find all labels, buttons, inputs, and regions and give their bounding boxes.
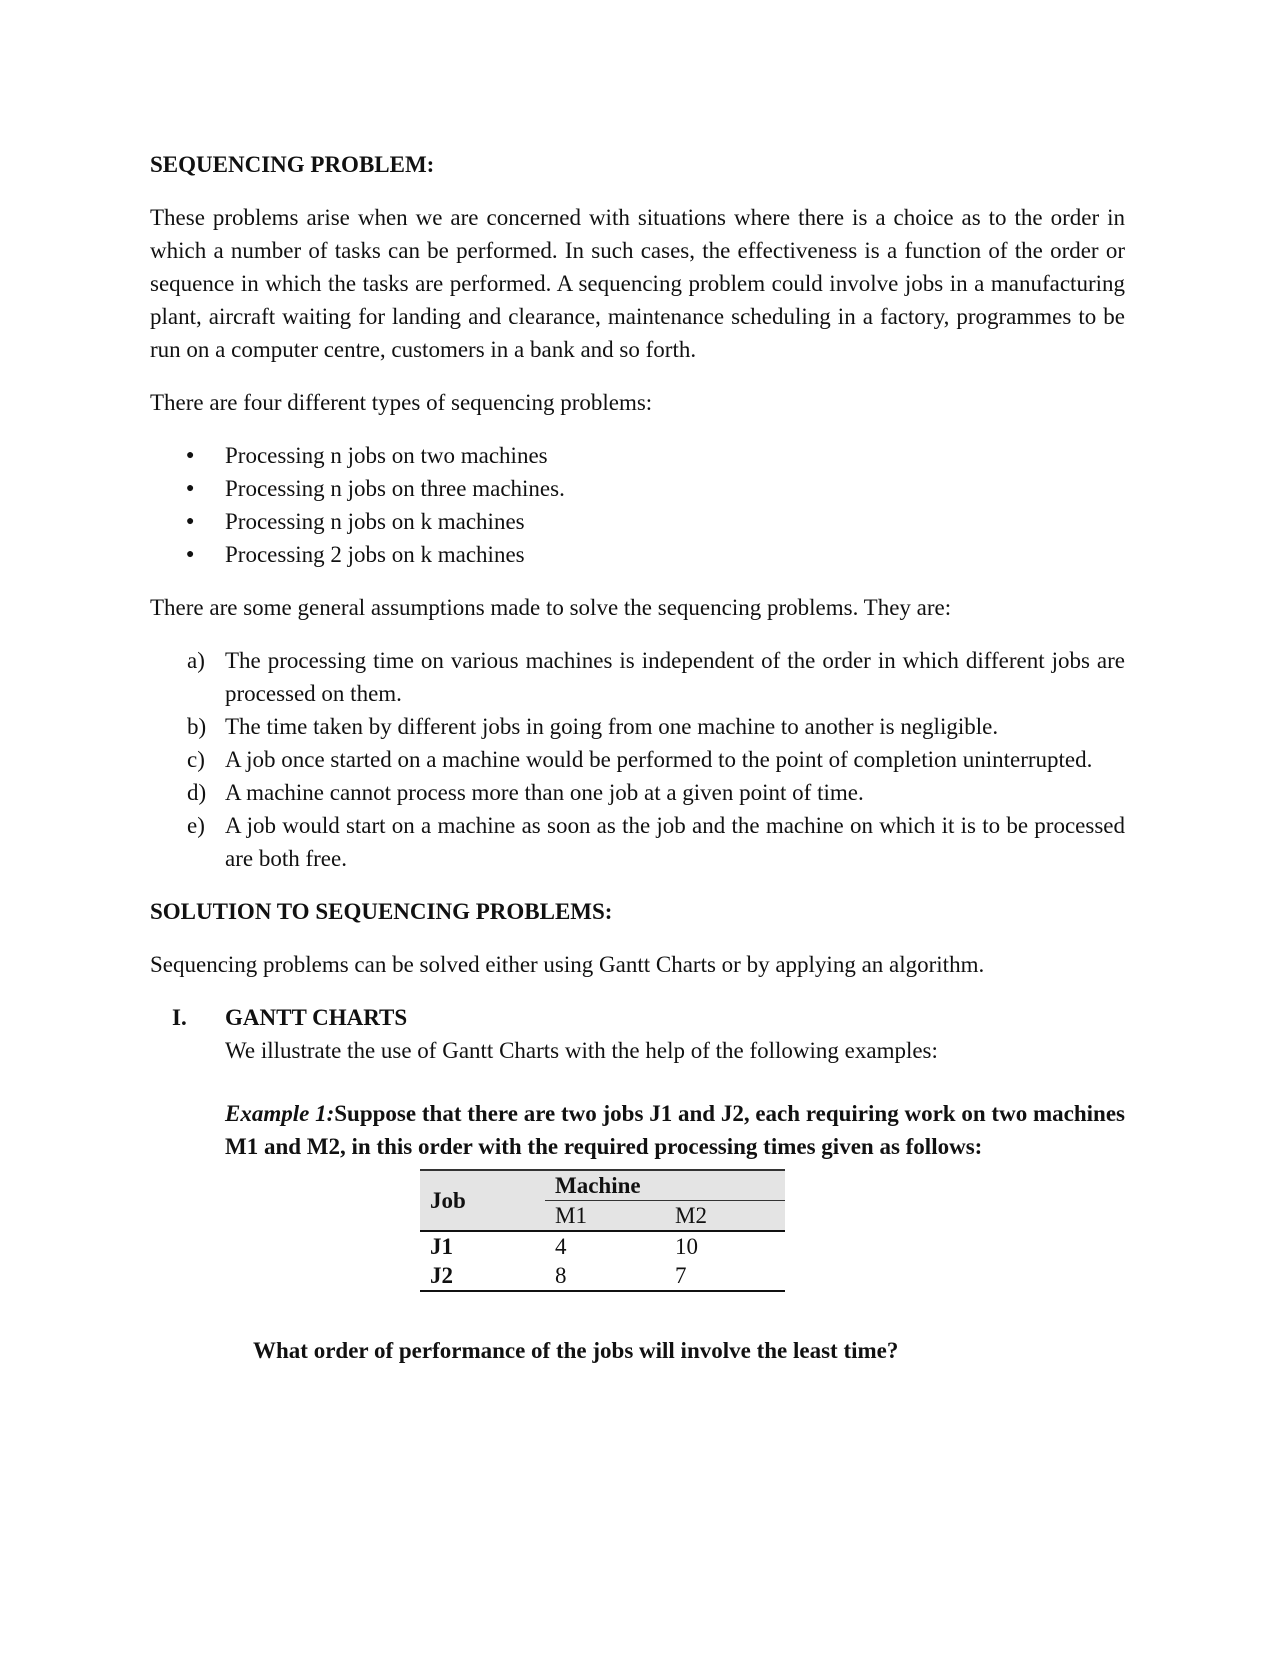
intro-paragraph: These problems arise when we are concerned with situations where there is a choice as to the order in which a number of tasks can be performed. In such cases, the effectiveness is a function of the order or sequence in which the tasks are performed. A sequencing problem could involve jobs in a manufacturing plant, aircraft waiting for landing and clearance, maintenance scheduling in a factory, programmes to be run on a computer centre, customers in a bank and so forth.: [150, 205, 1125, 362]
processing-times-table: [420, 1169, 785, 1292]
list-text: A job would start on a machine as soon as the job and the machine on which it is to be processed are both free.: [225, 813, 1125, 871]
question: What order of performance of the jobs will involve the least time?: [253, 1338, 899, 1363]
section-title: GANTT CHARTS: [225, 1005, 408, 1030]
list-text: A job once started on a machine would be performed to the point of completion uninterrupted.: [225, 747, 1093, 772]
types-list: [150, 439, 1125, 571]
example-text: Suppose that there are two jobs J1 and J2, each requiring work on two machines M1 and M2, in this order with the required processing times given as follows:: [225, 1101, 1125, 1159]
list-marker: d): [187, 780, 207, 805]
example-label: Example 1:: [225, 1101, 335, 1126]
example-1: [150, 1097, 1125, 1163]
cell: 10: [675, 1234, 698, 1259]
heading-sequencing-problem: SEQUENCING PROBLEM:: [150, 152, 435, 177]
assumptions-intro: There are some general assumptions made to solve the sequencing problems. They are:: [150, 595, 952, 620]
list-marker: c): [187, 747, 205, 772]
list-item: ● Processing n jobs on k machines: [150, 505, 1125, 538]
col-m1: M1: [545, 1201, 665, 1232]
list-item: ● Processing n jobs on three machines.: [150, 472, 1125, 505]
list-item: [150, 644, 1125, 710]
list-item: [150, 809, 1125, 875]
cell: 4: [555, 1234, 567, 1259]
section-number: I.: [172, 1005, 187, 1030]
assumptions-list: [150, 644, 1125, 875]
list-text: The time taken by different jobs in going from one machine to another is negligible.: [225, 714, 999, 739]
list-item: [150, 743, 1125, 776]
col-m2: M2: [665, 1201, 785, 1232]
section-text: We illustrate the use of Gantt Charts with the help of the following examples:: [225, 1038, 938, 1063]
table-row: [420, 1261, 785, 1291]
list-text: The processing time on various machines is independent of the order in which different jobs are processed on them.: [225, 648, 1125, 706]
list-marker: e): [187, 813, 205, 838]
list-marker: b): [187, 714, 207, 739]
cell: J1: [430, 1234, 453, 1259]
job-header: Job: [420, 1170, 545, 1231]
cell: J2: [420, 1261, 545, 1291]
cell: 7: [665, 1261, 785, 1291]
section-gantt: [150, 1001, 1125, 1067]
machine-header: Machine: [545, 1170, 785, 1201]
types-intro: There are four different types of sequencing problems:: [150, 390, 653, 415]
list-text: A machine cannot process more than one job at a given point of time.: [225, 780, 864, 805]
list-item: [150, 710, 1125, 743]
list-item: ● Processing 2 jobs on k machines: [150, 538, 1125, 571]
list-marker: a): [187, 648, 205, 673]
solution-paragraph: Sequencing problems can be solved either using Gantt Charts or by applying an algorithm.: [150, 952, 985, 977]
list-item: ● Processing n jobs on two machines: [150, 439, 1125, 472]
list-item: [150, 776, 1125, 809]
table-row: [420, 1231, 785, 1261]
cell: 8: [545, 1261, 665, 1291]
heading-solution: SOLUTION TO SEQUENCING PROBLEMS:: [150, 899, 613, 924]
